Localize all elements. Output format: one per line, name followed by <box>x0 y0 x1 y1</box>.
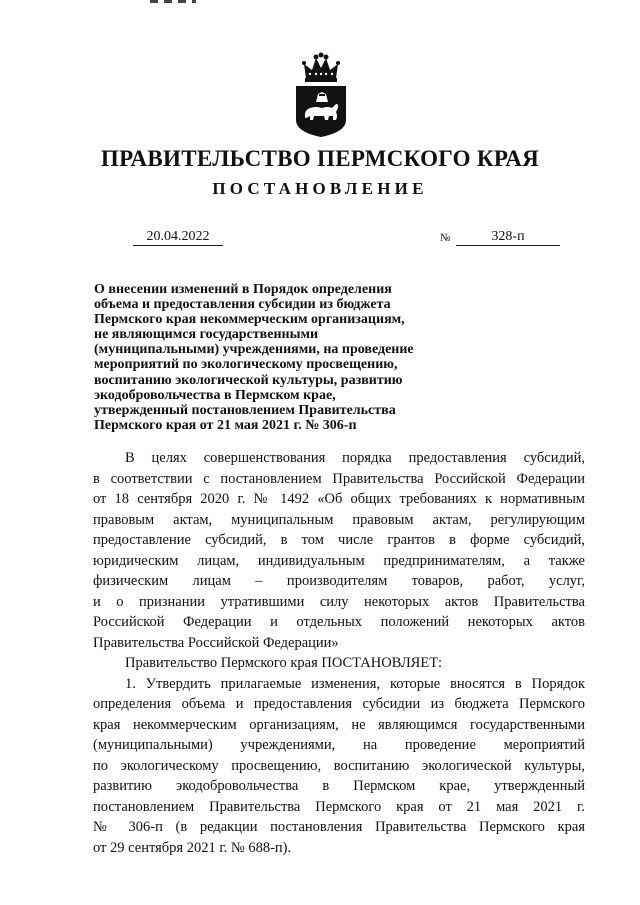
subject-line: воспитанию экологической культуры, развитию <box>94 372 403 388</box>
government-title: ПРАВИТЕЛЬСТВО ПЕРМСКОГО КРАЯ <box>100 146 540 171</box>
body-line: от 18 сентября 2020 г. № 1492 «Об общих требованиях к нормативным <box>93 491 585 507</box>
body-line: предоставление субсидий, в том числе грантов в форме субсидий, <box>93 532 585 548</box>
body-line: № 306-п (в редакции постановления Правительства Пермского края <box>93 819 585 835</box>
subject-line: О внесении изменений в Порядок определения <box>94 282 392 297</box>
subject-line: мероприятий по экологическому просвещению, <box>94 357 398 373</box>
subject-line: не являющимся государственными <box>94 327 319 343</box>
body-line: от 29 сентября 2021 г. № 688-п). <box>93 839 292 856</box>
body-line: Российской Федерации и отдельных положений некоторых актов <box>93 614 585 630</box>
body-line: (муниципальными) учреждениями, на проведение мероприятий <box>93 737 585 753</box>
body-line: в соответствии с постановлением Правительства Российской Федерации <box>93 470 585 487</box>
subject-line: Пермского края некоммерческим организациям, <box>94 312 405 328</box>
body-line: Правительства Российской Федерации» <box>93 634 339 651</box>
document-subject <box>94 282 484 433</box>
body-line: по экологическому просвещению, воспитанию экологической культуры, <box>93 757 585 774</box>
body-line: правовым актам, муниципальным правовым актам, регулирующим <box>93 511 585 528</box>
number-sign: № <box>440 232 451 244</box>
page-edge-mark <box>150 0 196 3</box>
body-line: края некоммерческим организациям, не являющимся государственными <box>93 716 585 733</box>
body-line: юридическим лицам, индивидуальным предпринимателям, а также <box>93 552 585 569</box>
body-line: и о признании утратившими силу некоторых актов Правительства <box>93 593 585 610</box>
document-type: ПОСТАНОВЛЕНИЕ <box>212 179 428 198</box>
body-line: физическим лицам – производителям товаров, работ, услуг, <box>93 573 585 589</box>
subject-line: (муниципальными) учреждениями, на проведение <box>94 342 414 358</box>
body-line: Правительство Пермского края ПОСТАНОВЛЯЕТ: <box>125 655 443 671</box>
coat-of-arms-emblem <box>292 52 350 138</box>
subject-line: объема и предоставления субсидии из бюджета <box>94 297 391 313</box>
subject-line: Пермского края от 21 мая 2021 г. № 306-п <box>94 417 357 433</box>
body-line: В целях совершенствования порядка предоставления субсидий, <box>125 450 585 466</box>
document-body <box>93 448 585 858</box>
body-line: определения объема и предоставления субсидии из бюджета Пермского <box>93 696 585 712</box>
body-line: постановлением Правительства Пермского края от 21 мая 2021 г. <box>93 798 585 815</box>
body-line: 1. Утвердить прилагаемые изменения, которые вносятся в Порядок <box>125 675 585 692</box>
subject-line: экодобровольчества в Пермском крае, <box>94 387 336 403</box>
body-line: развитию экодобровольчества в Пермском крае, утвержденный <box>93 778 585 794</box>
document-number: 328-п <box>456 228 560 246</box>
document-date: 20.04.2022 <box>133 228 223 246</box>
subject-line: утвержденный постановлением Правительства <box>94 402 396 418</box>
